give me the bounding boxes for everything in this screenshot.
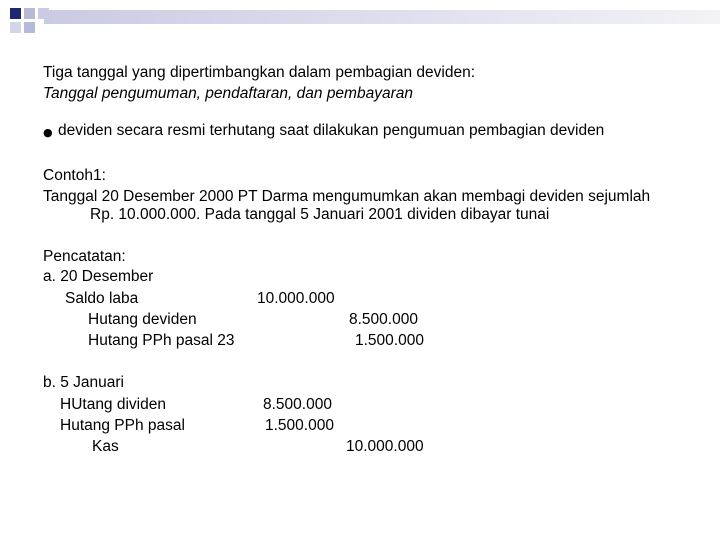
entry-b-debit-2: 1.500.000 (265, 417, 334, 434)
header-gradient-bar (44, 10, 720, 24)
entry-a-account-1: Saldo laba (65, 290, 139, 307)
header-decoration (0, 0, 720, 40)
entry-b-credit-3: 10.000.000 (346, 438, 424, 455)
decor-square-lavender-2 (38, 8, 49, 19)
entry-a-debit-1: 10.000.000 (257, 290, 335, 307)
entry-b-debit-1: 8.500.000 (263, 396, 332, 413)
entry-a-credit-3: 1.500.000 (355, 332, 424, 349)
entry-a-credit-2: 8.500.000 (349, 311, 418, 328)
entry-b-account-1: HUtang dividen (60, 396, 166, 413)
entry-b-heading: b. 5 Januari (43, 374, 124, 391)
intro-dates-italic: Tanggal pengumuman, pendaftaran, dan pembayaran (43, 85, 413, 102)
decor-square-lavender-1 (24, 8, 35, 19)
example-title: Contoh1: (43, 167, 106, 184)
entry-b-account-2: Hutang PPh pasal (60, 417, 185, 434)
recording-title: Pencatatan: (43, 248, 126, 265)
example-line-1: Tanggal 20 Desember 2000 PT Darma mengumumkan akan membagi deviden sejumlah (43, 188, 651, 205)
entry-a-account-3: Hutang PPh pasal 23 (88, 332, 235, 349)
entry-a-heading: a. 20 Desember (43, 268, 154, 285)
decor-square-navy (10, 8, 21, 19)
intro-line: Tiga tanggal yang dipertimbangkan dalam pembagian deviden: (43, 64, 475, 81)
entry-a-account-2: Hutang deviden (88, 311, 197, 328)
entry-b-account-3: Kas (92, 438, 119, 455)
bullet-text: deviden secara resmi terhutang saat dilakukan pengumuan pembagian deviden (58, 122, 605, 139)
example-line-2: Rp. 10.000.000. Pada tanggal 5 Januari 2001 dividen dibayar tunai (90, 206, 550, 223)
bullet-symbol: ● (43, 126, 53, 139)
decor-square-lavender-3 (24, 22, 35, 33)
decor-square-lavender-4 (10, 22, 21, 33)
